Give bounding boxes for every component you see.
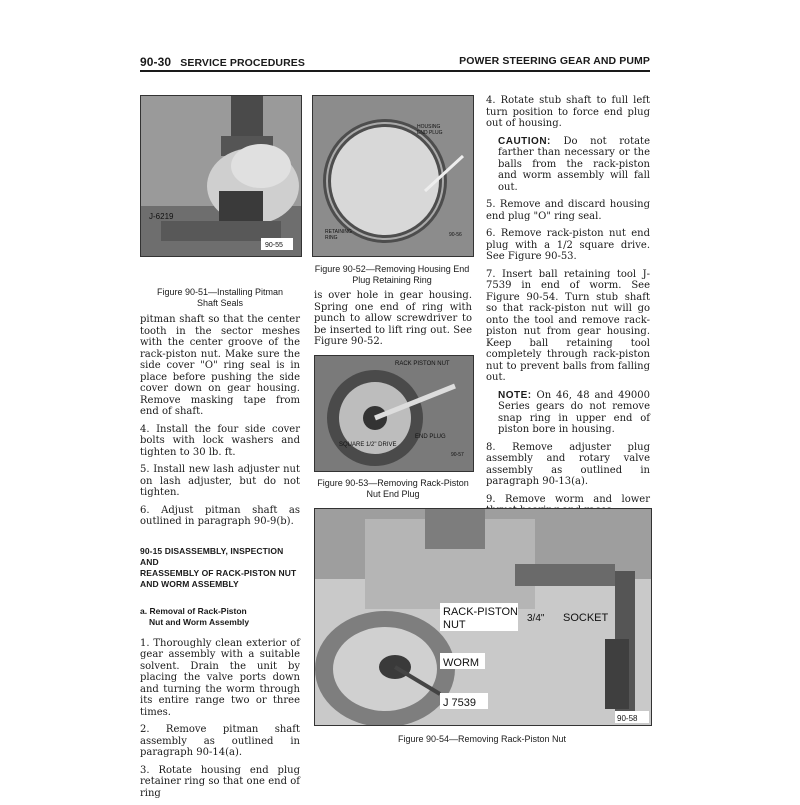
figure-90-51-caption-line2: Shaft Seals (196, 298, 244, 308)
figure-90-52-illustration (313, 96, 473, 256)
step-6-adjust-pitman: 6. Adjust pitman shaft as outlined in paragraph 90-9(b). (140, 504, 300, 527)
column-3-text (486, 95, 650, 552)
figure-90-54-number: 90-58 (617, 714, 638, 723)
figure-90-51-illustration (141, 96, 301, 256)
figure-90-54-tool-label: J 7539 (443, 697, 477, 709)
figure-90-51-caption-line1: Figure 90-51—Installing Pitman (156, 287, 284, 297)
caution-note (498, 136, 650, 194)
caution-label: CAUTION: (498, 135, 551, 147)
page-header-left (140, 55, 305, 69)
step-4-install-bolts: 4. Install the four side cover bolts with lock washers and tighten to 30 lb. ft. (140, 423, 300, 458)
figure-90-53-square-label: SQUARE 1/2" DRIVE (339, 442, 397, 448)
section-heading-line3: AND WORM ASSEMBLY (140, 578, 239, 589)
figure-90-53-caption (314, 478, 472, 500)
section-name: SERVICE PROCEDURES (180, 57, 305, 69)
section-heading-line1: 90-15 DISASSEMBLY, INSPECTION AND (140, 545, 284, 567)
subsection-heading-line2: Nut and Worm Assembly (149, 616, 250, 627)
step-3-rotate-ring: 3. Rotate housing end plug retainer ring so that one end of ring (140, 764, 300, 799)
note (498, 390, 650, 436)
step-5-remove-seal: 5. Remove and discard housing end plug "O" ring seal. (486, 199, 650, 222)
section-heading-90-15 (140, 546, 300, 590)
page-number: 90-30 (140, 55, 172, 69)
note-label: NOTE: (498, 389, 532, 401)
subsection-heading-line1: a. Removal of Rack-Piston (140, 605, 247, 616)
figure-90-52-caption (312, 264, 472, 286)
figure-90-52-housing-label2: END PLUG (417, 130, 443, 136)
figure-90-54-worm-label: WORM (443, 657, 480, 669)
column-1-text (140, 314, 300, 805)
figure-90-51-caption (140, 287, 300, 309)
figure-90-53-number: 90-57 (451, 452, 464, 458)
figure-90-52-ring-label2: RING (325, 235, 338, 241)
note-text: On 46, 48 and 49000 Series gears do not remove snap ring in upper end of piston bore in housing. (498, 389, 650, 435)
figure-90-54-rack-label2: NUT (443, 619, 466, 631)
figure-90-53-caption-line1: Figure 90-53—Removing Rack-Piston (317, 478, 469, 488)
figure-90-53-rack-label: RACK PISTON NUT (395, 361, 450, 367)
figure-90-53-endplug-label: END PLUG (415, 434, 446, 440)
figure-90-53-illustration (315, 356, 473, 471)
figure-90-52-housing-label1: HOUSING (417, 124, 441, 130)
figure-90-54-illustration (315, 509, 651, 725)
column-1-continued-paragraph: pitman shaft so that the center tooth in the sector meshes with the center groove of the rack-piston nut. Make sure the side cover "O" ring seal is in place before pushing the side cover down on gear housing. Remove masking tape from end of shaft. (140, 314, 300, 417)
figure-90-54-size-label: 3/4" (527, 613, 545, 624)
figure-90-54-rack-label1: RACK-PISTON (443, 606, 518, 618)
step-7-insert-tool: 7. Insert ball retaining tool J-7539 in end of worm. See Figure 90-54. Turn stub shaft so that rack-piston nut will go onto the tool and remove rack-piston nut from gear housing. Keep ball retaining tool completely through rack-piston nut to prevent balls from falling out. (486, 268, 650, 383)
figure-90-52-ring-label1: RETAINING (325, 229, 352, 235)
column-2-text (314, 290, 472, 354)
step-1-clean: 1. Thoroughly clean exterior of gear assembly with a suitable solvent. Drain the unit by placing the valve ports down and turning the worm through its entire range two or three times. (140, 637, 300, 718)
step-6-remove-end-plug: 6. Remove rack-piston nut end plug with a 1/2 square drive. See Figure 90-53. (486, 228, 650, 262)
caution-text: Do not rotate farther than necessary or the balls from the rack-piston and worm assembly will fall out. (498, 135, 650, 193)
step-9-remove-worm: 9. Remove worm and lower (486, 493, 650, 505)
figure-90-54-socket-label: SOCKET (563, 612, 609, 624)
column-2-paragraph: is over hole in gear housing. Spring one end of ring with punch to allow screwdriver to be inserted to lift ring out. See Figure 90-52. (314, 290, 472, 347)
figure-90-51-tool-label: J-6219 (149, 212, 174, 221)
figure-90-54-photo (314, 508, 652, 726)
header-rule (140, 70, 650, 72)
figure-90-51-photo (140, 95, 302, 257)
figure-90-51-number: 90-55 (265, 242, 283, 249)
step-2-remove-pitman: 2. Remove pitman shaft assembly as outlined in paragraph 90-14(a). (140, 724, 300, 758)
figure-90-53-photo (314, 355, 474, 472)
figure-90-52-photo (312, 95, 474, 257)
step-5-install-nut: 5. Install new lash adjuster nut on lash adjuster, but do not tighten. (140, 464, 300, 498)
subsection-heading-a (140, 606, 300, 628)
step-4-rotate-stub: 4. Rotate stub shaft to full left turn position to force end plug out of housing. (486, 95, 650, 129)
figure-90-53-caption-line2: Nut End Plug (366, 489, 420, 499)
figure-90-54-caption: Figure 90-54—Removing Rack-Piston Nut (397, 734, 567, 744)
figure-90-52-caption-line1: Figure 90-52—Removing Housing End (314, 264, 470, 274)
section-heading-line2: REASSEMBLY OF RACK-PISTON NUT (140, 567, 297, 578)
page-header-title: POWER STEERING GEAR AND PUMP (459, 55, 650, 67)
figure-90-52-number: 90-56 (449, 232, 462, 238)
step-8-remove-adjuster: 8. Remove adjuster plug assembly and rotary valve assembly as outlined in paragraph 90-13(a). (486, 441, 650, 487)
figure-90-52-caption-line2: Plug Retaining Ring (352, 275, 432, 285)
